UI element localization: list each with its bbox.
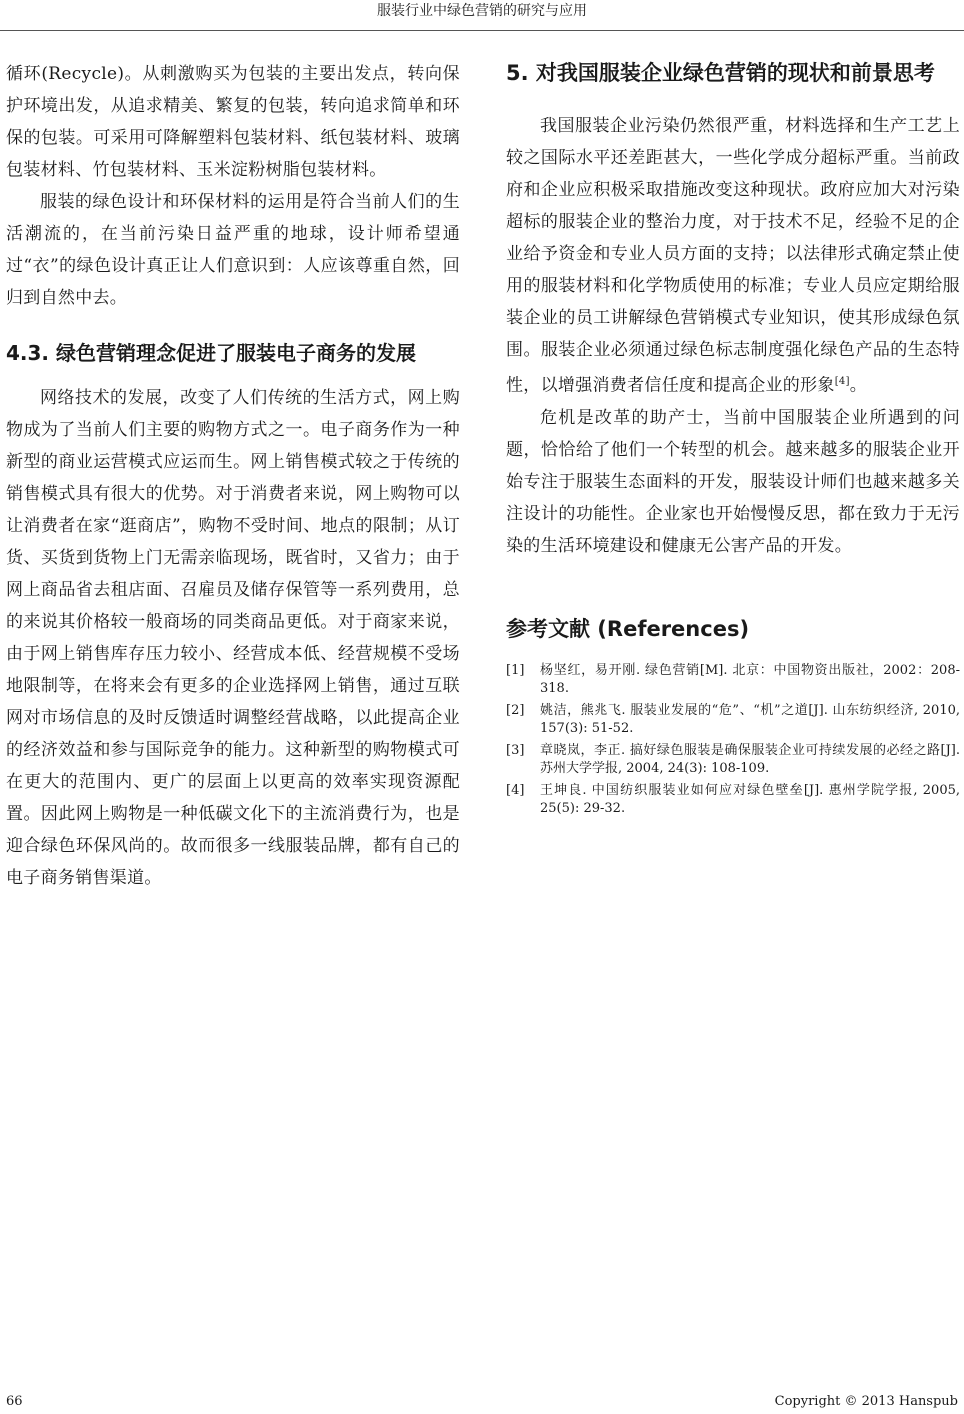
reference-number: [4] <box>506 782 525 798</box>
page-footer <box>6 1392 958 1412</box>
reference-item <box>506 702 960 738</box>
reference-text: 杨坚红，易开刚. 绿色营销[M]. 北京：中国物资出版社，2002：208-318. <box>540 662 960 696</box>
section-heading-4-3: 4.3. 绿色营销理念促进了服装电子商务的发展 <box>6 341 416 365</box>
reference-item <box>506 742 960 778</box>
reference-text: 王坤良. 中国纺织服装业如何应对绿色壁垒[J]. 惠州学院学报, 2005, 25(5): 29-32. <box>540 782 960 816</box>
running-title: 服装行业中绿色营销的研究与应用 <box>377 3 587 19</box>
paragraph-green-design: 服装的绿色设计和环保材料的运用是符合当前人们的生活潮流的，在当前污染日益严重的地球，设计师希望通过“衣”的绿色设计真正让人们意识到：人应该尊重自然，回归到自然中去。 <box>6 192 460 308</box>
citation-link[interactable]: [4] <box>834 376 850 387</box>
paragraph-current-status-end: 。 <box>849 375 868 396</box>
reference-number: [3] <box>506 742 525 758</box>
references-list <box>506 662 960 818</box>
paragraph-recycle-packaging: 循环(Recycle)。从刺激购买为包装的主要出发点，转向保护环境出发，从追求精美、繁复的包装，转向追求简单和环保的包装。可采用可降解塑料包装材料、纸包装材料、玻璃包装材料、竹包装材料、玉米淀粉树脂包装材料。 <box>6 64 460 180</box>
paragraph-e-commerce: 网络技术的发展，改变了人们传统的生活方式，网上购物成为了当前人们主要的购物方式之一。电子商务作为一种新型的商业运营模式应运而生。网上销售模式较之于传统的销售模式具有很大的优势。对于消费者来说，网上购物可以让消费者在家“逛商店”，购物不受时间、地点的限制；从订货、买货到货物上门无需亲临现场，既省时，又省力；由于网上商品省去租店面、召雇员及储存保管等一系列费用，总的来说其价格较一般商场的同类商品更低。对于商家来说，由于网上销售库存压力较小、经营成本低、经营规模不受场地限制等，在将来会有更多的企业选择网上销售，通过互联网对市场信息的及时反馈适时调整经营战略，以此提高企业的经济效益和参与国际竞争的能力。这种新型的购物模式可在更大的范围内、更广的层面上以更高的效率实现资源配置。因此网上购物是一种低碳文化下的主流消费行为，也是迎合绿色环保风尚的。故而很多一线服装品牌，都有自己的电子商务销售渠道。 <box>6 388 460 888</box>
page-number: 66 <box>6 1394 23 1409</box>
reference-number: [2] <box>506 702 525 718</box>
reference-number: [1] <box>506 662 525 678</box>
paragraph-crisis-opportunity: 危机是改革的助产士，当前中国服装企业所遇到的问题，恰恰给了他们一个转型的机会。越来越多的服装企业开始专注于服装生态面料的开发，服装设计师们也越来越多关注设计的功能性。企业家也开始慢慢反思，都在致力于无污染的生活环境建设和健康无公害产品的开发。 <box>506 407 960 556</box>
paragraph-current-status-text: 我国服装企业污染仍然很严重，材料选择和生产工艺上较之国际水平还差距甚大，一些化学成分超标严重。当前政府和企业应积极采取措施改变这种现状。政府应加大对污染超标的服装企业的整治力度，对于技术不足，经验不足的企业给予资金和专业人员方面的支持；以法律形式确定禁止使用的服装材料和化学物质使用的标准；专业人员应定期给服装企业的员工讲解绿色营销模式专业知识，使其形成绿色氛围。服装企业必须通过绿色标志制度强化绿色产品的生态特性，以增强消费者信任度和提高企业的形象 <box>506 116 960 396</box>
reference-text: 姚洁，熊兆飞. 服装业发展的“危”、“机”之道[J]. 山东纺织经济, 2010, 157(3): 51-52. <box>540 702 960 736</box>
reference-item <box>506 782 960 818</box>
reference-item <box>506 662 960 698</box>
copyright-notice: Copyright © 2013 Hanspub <box>774 1394 958 1409</box>
running-header <box>0 0 964 31</box>
reference-text: 章晓岚，李正. 搞好绿色服装是确保服装企业可持续发展的必经之路[J]. 苏州大学学报, 2004, 24(3): 108-109. <box>540 742 960 776</box>
right-column <box>506 58 960 822</box>
section-heading-5: 5. 对我国服装企业绿色营销的现状和前景思考 <box>506 61 935 85</box>
paragraph-current-status <box>506 110 960 402</box>
references-heading: 参考文献 (References) <box>506 616 750 641</box>
left-column <box>6 58 460 894</box>
